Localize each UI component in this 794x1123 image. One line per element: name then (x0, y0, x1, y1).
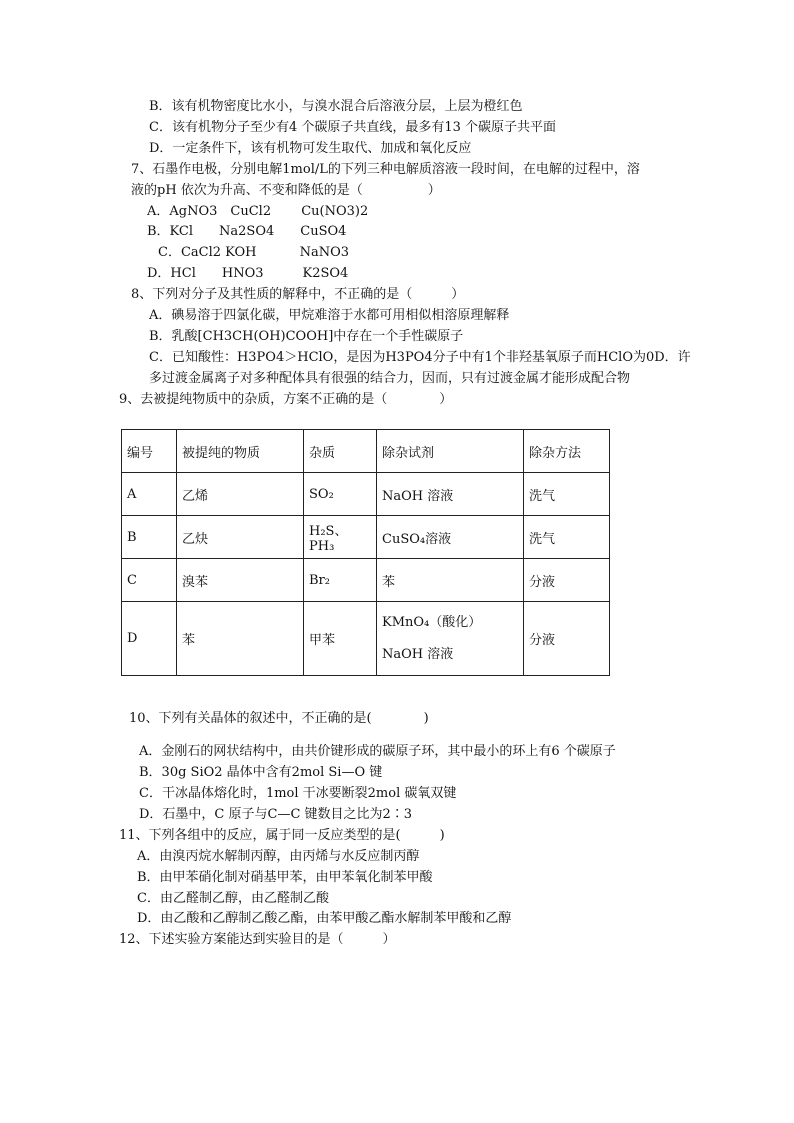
q8-option-c: C．已知酸性：H3PO4＞HClO，是因为H3PO4分子中有1个非羟基氧原子而HClO为0D．许 (149, 350, 691, 365)
table-cell (377, 602, 524, 676)
table-header-row (122, 430, 610, 473)
table-cell: H₂S、PH₃ (304, 516, 377, 559)
q12-stem: 12、下述实验方案能达到实验目的是（ ） (119, 932, 396, 947)
table-cell: Br₂ (304, 559, 377, 602)
q10-option-d: D．石墨中，C 原子与C—C 键数目之比为2∶3 (139, 807, 413, 822)
table-cell: B (122, 516, 177, 559)
table-cell: NaOH 溶液 (377, 473, 524, 516)
table-cell: 苯 (377, 559, 524, 602)
q6-option-b: B．该有机物密度比水小，与溴水混合后溶液分层，上层为橙红色 (149, 99, 523, 114)
table-cell: 苯 (177, 602, 304, 676)
table-cell: C (122, 559, 177, 602)
table-header-cell: 除杂方法 (524, 430, 610, 473)
q6-option-d: D．一定条件下，该有机物可发生取代、加成和氧化反应 (149, 141, 472, 156)
table-cell: 乙烯 (177, 473, 304, 516)
q8-option-a: A．碘易溶于四氯化碳，甲烷难溶于水都可用相似相溶原理解释 (149, 308, 510, 323)
table-cell: 甲苯 (304, 602, 377, 676)
table-cell: 溴苯 (177, 559, 304, 602)
table-header-cell: 除杂试剂 (377, 430, 524, 473)
q7-option-a: A．AgNO3 CuCl2 Cu(NO3)2 (147, 204, 369, 219)
q7-option-c: C．CaCl2 KOH NaNO3 (158, 245, 350, 260)
table-row (122, 602, 610, 676)
q10-stem: 10、下列有关晶体的叙述中，不正确的是( ) (129, 711, 429, 726)
table-header-cell: 编号 (122, 430, 177, 473)
table-cell: D (122, 602, 177, 676)
table-cell: 洗气 (524, 516, 610, 559)
q9-stem: 9、去被提纯物质中的杂质，方案不正确的是（ ） (119, 392, 453, 407)
q7-option-b: B．KCl Na2SO4 CuSO4 (147, 224, 347, 239)
q10-option-c: C．干冰晶体熔化时，1mol 干冰要断裂2mol 碳氧双键 (139, 786, 457, 801)
table-cell: 分液 (524, 602, 610, 676)
q8-stem: 8、下列对分子及其性质的解释中，不正确的是（ ） (131, 287, 465, 302)
table-cell: SO₂ (304, 473, 377, 516)
table-row (122, 559, 610, 602)
q7-stem-line1: 7、石墨作电极，分别电解1mol/L的下列三种电解质溶液一段时间，在电解的过程中，溶 (131, 162, 640, 177)
q10-option-b: B．30g SiO2 晶体中含有2mol Si—O 键 (139, 765, 383, 780)
table-header-cell: 被提纯的物质 (177, 430, 304, 473)
q11-option-c: C．由乙醛制乙醇，由乙醛制乙酸 (137, 891, 329, 906)
table-cell: 乙炔 (177, 516, 304, 559)
q11-stem: 11、下列各组中的反应，属于同一反应类型的是( ) (119, 828, 445, 843)
reagent-line-2: NaOH 溶液 (382, 646, 454, 662)
q7-option-d: D．HCl HNO3 K2SO4 (147, 266, 349, 281)
q8-option-d-continued: 多过渡金属离子对多种配体具有很强的结合力，因而，只有过渡金属才能形成配合物 (149, 371, 631, 386)
q11-option-d: D．由乙酸和乙醇制乙酸乙酯，由苯甲酸乙酯水解制苯甲酸和乙醇 (137, 911, 512, 926)
table-row (122, 516, 610, 559)
q11-option-a: A．由溴丙烷水解制丙醇，由丙烯与水反应制丙醇 (137, 849, 420, 864)
table-header-cell: 杂质 (304, 430, 377, 473)
table-cell: 分液 (524, 559, 610, 602)
purification-table (121, 429, 610, 676)
table-cell: CuSO₄溶液 (377, 516, 524, 559)
q6-option-c: C．该有机物分子至少有4 个碳原子共直线，最多有13 个碳原子共平面 (149, 120, 557, 135)
q10-option-a: A．金刚石的网状结构中，由共价键形成的碳原子环，其中最小的环上有6 个碳原子 (139, 744, 616, 759)
reagent-line-1: KMnO₄（酸化） (382, 614, 482, 630)
table-cell: 洗气 (524, 473, 610, 516)
q7-stem-line2: 液的pH 依次为升高、不变和降低的是（ ） (131, 183, 441, 198)
table-row (122, 473, 610, 516)
table-cell: A (122, 473, 177, 516)
q8-option-b: B．乳酸[CH3CH(OH)COOH]中存在一个手性碳原子 (149, 329, 464, 344)
q11-option-b: B．由甲苯硝化制对硝基甲苯，由甲苯氧化制苯甲酸 (137, 870, 433, 885)
